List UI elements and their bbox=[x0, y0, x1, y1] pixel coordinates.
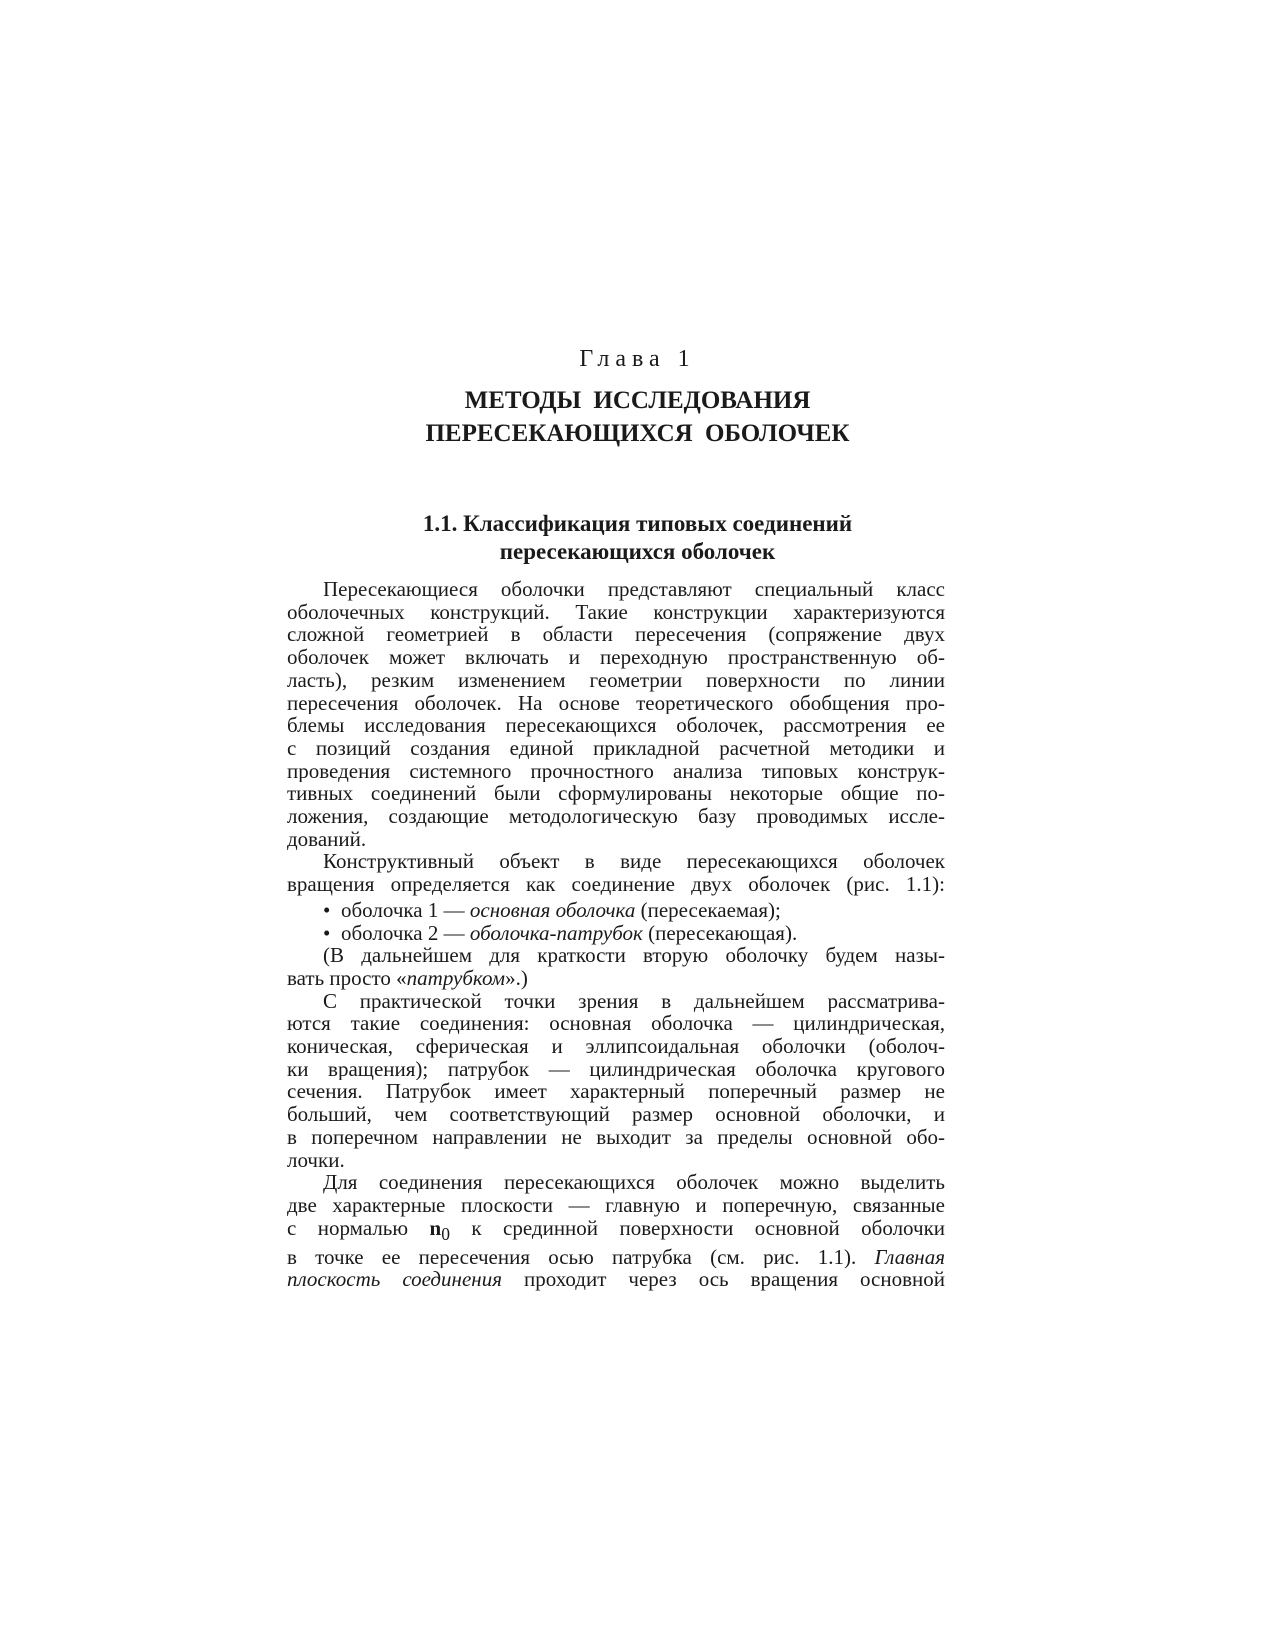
text-line: две характерные плоскости — главную и поперечную, связанные bbox=[287, 1193, 945, 1217]
text-line: оболочек может включать и переходную пространственную об- bbox=[287, 646, 945, 669]
bullet-icon: • bbox=[323, 920, 331, 945]
text-line: сечения. Патрубок имеет характерный поперечный размер не bbox=[287, 1080, 945, 1104]
text-fragment: с нормалью bbox=[287, 1216, 430, 1240]
chapter-label: Глава 1 bbox=[579, 346, 696, 372]
list-item-term: основная оболочка bbox=[469, 897, 636, 922]
text-line: С практической точки зрения в дальнейшем рассматрива- bbox=[323, 989, 945, 1013]
text-line: пересечения оболочек. На основе теоретического обобщения про- bbox=[287, 691, 945, 715]
paragraph-4 bbox=[287, 990, 945, 1172]
list-item bbox=[287, 899, 945, 922]
paragraph-5 bbox=[287, 1171, 945, 1291]
list-item-suffix: (пересекающая). bbox=[642, 920, 798, 945]
paragraph-3 bbox=[287, 944, 945, 989]
paragraph-2 bbox=[287, 850, 945, 895]
list-item-term: оболочка-патрубок bbox=[469, 920, 643, 945]
text-line: (В дальнейшем для краткости вторую оболочку будем назы- bbox=[323, 944, 945, 967]
text-line: блемы исследования пересекающихся оболочек, рассмотрения ее bbox=[287, 714, 945, 737]
list-item-suffix: (пересекаемая); bbox=[635, 897, 781, 922]
text-line: сложной геометрией в области пересечения (сопряжение двух bbox=[287, 623, 945, 647]
text-fragment: к срединной поверхности основной оболочки bbox=[449, 1216, 945, 1240]
text-line bbox=[287, 1246, 945, 1269]
text-line bbox=[287, 1268, 945, 1291]
chapter-title-line: ПЕРЕСЕКАЮЩИХСЯ ОБОЛОЧЕК bbox=[425, 420, 850, 447]
emphasized-term: Главная bbox=[874, 1245, 945, 1269]
text-line: Для соединения пересекающихся оболочек можно выделить bbox=[323, 1171, 945, 1194]
bullet-list bbox=[287, 899, 945, 944]
text-line: ки вращения); патрубок — цилиндрическая оболочка кругового bbox=[287, 1057, 945, 1081]
normal-vector-symbol: n bbox=[429, 1216, 442, 1240]
list-item bbox=[287, 922, 945, 945]
list-item-prefix: оболочка 1 — bbox=[341, 897, 470, 922]
text-line: тивных соединений были сформулированы некоторые общие по- bbox=[287, 782, 945, 806]
text-line: в поперечном направлении не выходит за пределы основной обо- bbox=[287, 1125, 945, 1149]
text-fragment: вать просто « bbox=[287, 966, 407, 990]
text-line: лочки. bbox=[287, 1148, 345, 1172]
text-fragment: проходит через ось вращения основной bbox=[501, 1268, 945, 1291]
text-line: ложения, создающие методологическую базу проводимых иссле- bbox=[287, 805, 945, 828]
text-fragment: в точке ее пересечения осью патрубка (см. рис. 1.1). bbox=[287, 1245, 875, 1269]
text-line: дований. bbox=[287, 827, 367, 851]
text-fragment: ».) bbox=[505, 966, 528, 990]
paragraph-1 bbox=[287, 578, 945, 850]
section-heading-line: пересекающихся оболочек bbox=[499, 539, 776, 564]
chapter-title-line: МЕТОДЫ ИССЛЕДОВАНИЯ bbox=[464, 387, 811, 414]
text-line: ласть), резким изменением геометрии поверхности по линии bbox=[287, 668, 945, 692]
section-heading-line: 1.1. Классификация типовых соединений bbox=[422, 511, 853, 536]
text-line bbox=[287, 967, 945, 990]
section-heading bbox=[0, 510, 1275, 566]
text-line: Конструктивный объект в виде пересекающихся оболочек bbox=[323, 850, 945, 874]
text-line: коническая, сферическая и эллипсоидальная оболочки (оболоч- bbox=[287, 1035, 945, 1058]
body-text bbox=[287, 578, 945, 1291]
vector-subscript: 0 bbox=[441, 1223, 450, 1244]
emphasized-term: патрубком bbox=[406, 966, 506, 990]
emphasized-term: плоскость соединения bbox=[287, 1268, 502, 1291]
text-line: проведения системного прочностного анализа типовых конструк- bbox=[287, 759, 945, 783]
text-line: Пересекающиеся оболочки представляют специальный класс bbox=[323, 578, 945, 601]
text-line: ются такие соединения: основная оболочка — цилиндрическая, bbox=[287, 1012, 945, 1036]
text-line: вращения определяется как соединение двух оболочек (рис. 1.1): bbox=[287, 873, 945, 896]
text-line: с позиций создания единой прикладной расчетной методики и bbox=[287, 736, 945, 760]
list-item-prefix: оболочка 2 — bbox=[341, 920, 470, 945]
chapter-title bbox=[0, 384, 1275, 450]
bullet-icon: • bbox=[323, 897, 331, 922]
text-line: больший, чем соответствующий размер основной оболочки, и bbox=[287, 1103, 945, 1126]
text-line: оболочечных конструкций. Такие конструкции характеризуются bbox=[287, 600, 945, 624]
text-line bbox=[287, 1217, 945, 1246]
